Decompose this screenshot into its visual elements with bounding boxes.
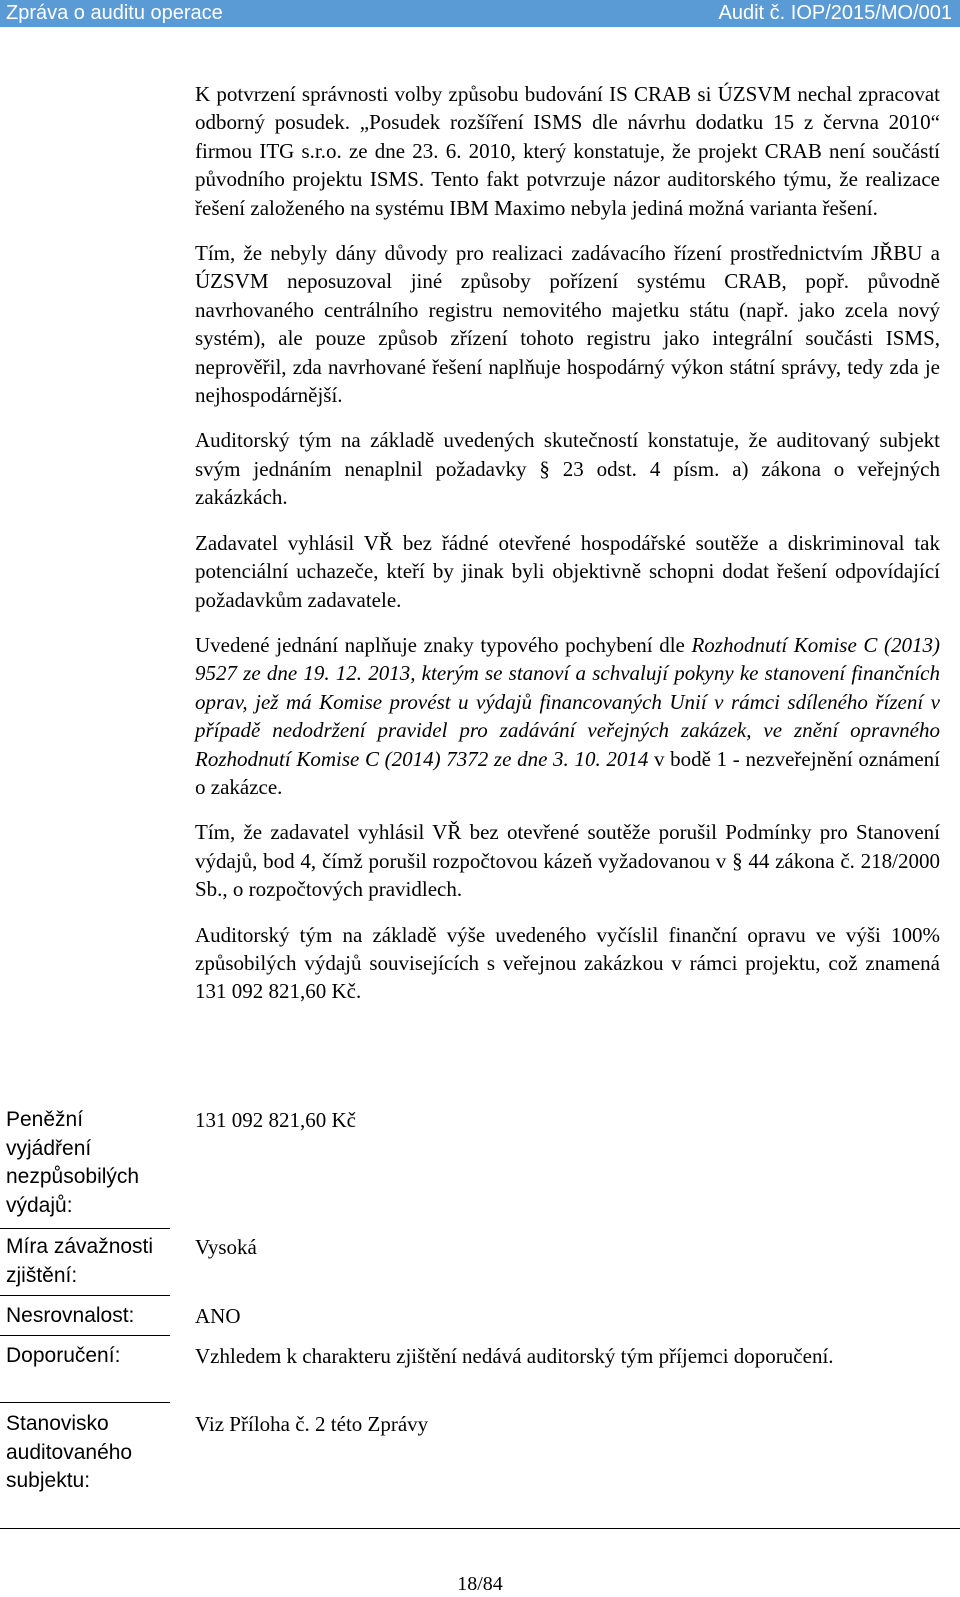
field-value-auditee-statement: Viz Příloha č. 2 této Zprávy <box>195 1412 429 1436</box>
field-value-severity: Vysoká <box>195 1235 257 1259</box>
field-label-severity: Míra závažnosti zjištění: <box>6 1235 154 1287</box>
paragraph: Tím, že nebyly dány důvody pro realizaci zadávacího řízení prostřednictvím JŘBU a ÚZSVM neposuzoval jiné způsoby pořízení systému CRAB, popř. původně navrhovaného centrálního registru nemovitého majetku státu (např. jako zcela nový systém), ale pouze způsob zřízení tohoto registru jako integrální součásti ISMS, neprověřil, zda navrhované řešení naplňuje hospodárný výkon státní správy, tedy zda je nejhospodárnější. <box>195 241 940 408</box>
page-number: 18/84 <box>457 1573 503 1595</box>
footer-rule <box>0 1528 960 1529</box>
field-label-irregularity: Nesrovnalost: <box>6 1304 135 1327</box>
findings-text <box>195 80 940 1023</box>
divider <box>0 1228 170 1229</box>
paragraph-lead: Uvedené jednání naplňuje znaky typového pochybení dle <box>195 632 692 657</box>
divider <box>0 1335 170 1336</box>
divider <box>0 1402 170 1403</box>
paragraph: Tím, že zadavatel vyhlásil VŘ bez otevřené soutěže porušil Podmínky pro Stanovení výdajů, bod 4, čímž porušil rozpočtovou kázeň vyžadovanou v § 44 zákona č. 218/2000 Sb., o rozpočtových pravidlech. <box>195 820 940 902</box>
field-label-auditee-statement: Stanovisko auditovaného subjektu: <box>6 1412 133 1492</box>
field-value-irregularity: ANO <box>195 1304 241 1328</box>
paragraph-legal-reference <box>195 631 940 801</box>
regulation-citation: Rozhodnutí Komise C (2013) 9527 ze dne 19. 12. 2013, kterým se stanoví a schvalují pokyny ke stanovení finančních oprav, jež má Komise provést u výdajů financovaných Unií v rámci sdíleného řízení v případě nedodržení pravidel pro zadávání veřejných zakázek, ve znění opravného Rozhodnutí Komise C (2014) 7372 ze dne 3. 10. 2014 <box>195 632 940 771</box>
field-label-ineligible-amount: Peněžní vyjádření nezpůsobilých výdajů: <box>6 1108 140 1217</box>
field-label-recommendation: Doporučení: <box>6 1344 121 1367</box>
paragraph-tail: v bodě 1 - nezveřejnění oznámení o zakázce. <box>195 746 940 799</box>
divider <box>0 1295 170 1296</box>
paragraph: Zadavatel vyhlásil VŘ bez řádné otevřené hospodářské soutěže a diskriminoval tak potenciální uchazeče, kteří by jinak byli objektivně schopni dodat řešení odpovídající požadavkům zadavatele. <box>195 530 940 612</box>
field-value-recommendation: Vzhledem k charakteru zjištění nedává auditorský tým příjemci doporučení. <box>195 1344 834 1368</box>
document-title: Zpráva o auditu operace <box>6 2 223 24</box>
page-header <box>0 0 960 27</box>
paragraph: K potvrzení správnosti volby způsobu budování IS CRAB si ÚZSVM nechal zpracovat odborný posudek. „Posudek rozšíření ISMS dle návrhu dodatku 15 z června 2010“ firmou ITG s.r.o. ze dne 23. 6. 2010, který konstatuje, že projekt CRAB není součástí původního projektu ISMS. Tento fakt potvrzuje názor auditorského týmu, že realizace řešení založeného na systému IBM Maximo nebyla jediná možná varianta řešení. <box>195 82 940 220</box>
field-value-ineligible-amount: 131 092 821,60 Kč <box>195 1108 356 1132</box>
audit-number: Audit č. IOP/2015/MO/001 <box>718 2 952 24</box>
paragraph: Auditorský tým na základě výše uvedeného vyčíslil finanční opravu ve výši 100% způsobilých výdajů souvisejících s veřejnou zakázkou v rámci projektu, což znamená 131 092 821,60 Kč. <box>195 922 940 1004</box>
paragraph: Auditorský tým na základě uvedených skutečností konstatuje, že auditovaný subjekt svým jednáním nenaplnil požadavky § 23 odst. 4 písm. a) zákona o veřejných zakázkách. <box>195 428 940 510</box>
